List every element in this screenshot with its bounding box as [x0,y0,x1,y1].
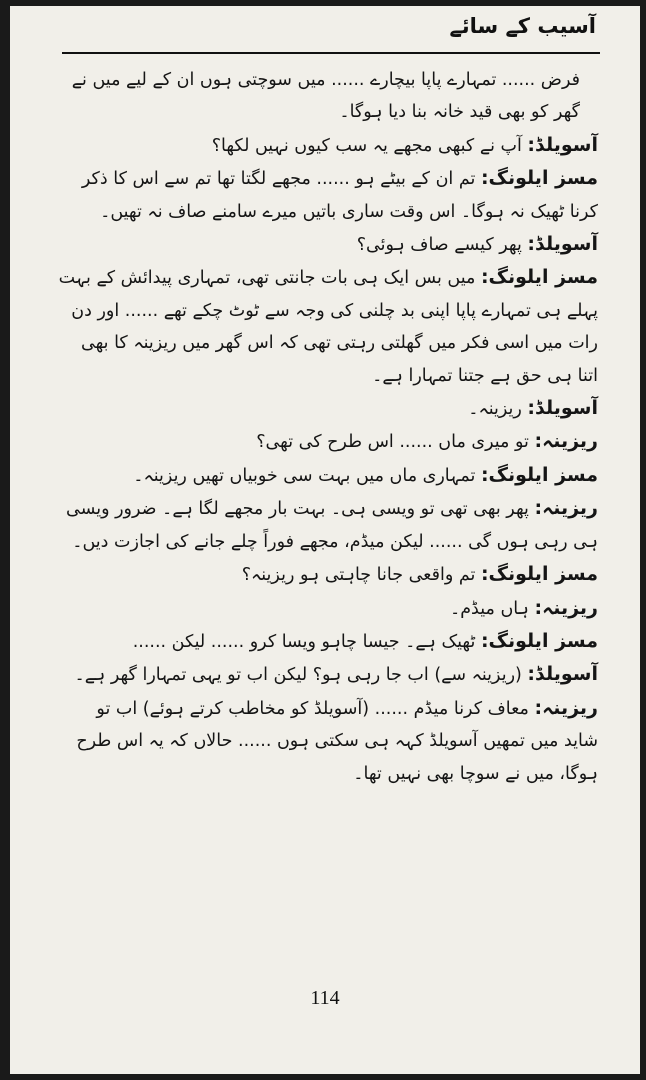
speaker-label: ریزینہ: [534,430,598,453]
dialogue-line [58,658,598,691]
dialogue-line [58,392,598,425]
dialogue-line [58,592,598,625]
dialogue-text: تم واقعی جانا چاہتی ہو ریزینہ؟ [241,565,476,586]
speaker-label: آسویلڈ: [527,133,598,156]
book-page [10,6,640,1074]
speaker-label: مسز ایلونگ: [480,629,598,652]
dialogue-text: معاف کرنا میڈم ...... (آسویلڈ کو مخاطب کرتے ہوئے) اب تو شاید میں تمھیں آسویلڈ کہہ ہی سکتی ہوں ...... حالاں کہ یہ اس طرح ہوگا، میں نے سوچا بھی نہیں تھا۔ [76,698,598,784]
dialogue-line [58,129,598,162]
speaker-label: آسویلڈ: [527,233,598,256]
speaker-label: ریزینہ: [534,596,598,619]
dialogue-line [58,558,598,591]
dialogue-line [58,625,598,658]
paragraph [58,64,598,129]
speaker-label: ریزینہ: [534,497,598,520]
speaker-label: مسز ایلونگ: [480,266,598,289]
dialogue-line [58,459,598,492]
dialogue-text: تو میری ماں ...... اس طرح کی تھی؟ [256,432,529,453]
header-rule [62,52,600,54]
dialogue-text: آپ نے کبھی مجھے یہ سب کیوں نہیں لکھا؟ [211,135,522,156]
speaker-label: مسز ایلونگ: [480,563,598,586]
dialogue-line [58,425,598,458]
dialogue-text: ریزینہ۔ [468,399,522,420]
speaker-label: آسویلڈ: [527,397,598,420]
dialogue-text: پھر بھی تھی تو ویسی ہی۔ بہت بار مجھے لگا ہے۔ ضرور ویسی ہی رہی ہوں گی ...... لیکن میڈم، مجھے فوراً چلے جانے کی اجازت دیں۔ [66,499,598,552]
dialogue-text: تمہاری ماں میں بہت سی خوبیاں تھیں ریزینہ۔ [133,465,476,486]
paragraph-text: فرض ...... تمہارے پاپا بیچارے ...... میں سوچتی ہوں ان کے لیے میں نے گھر کو بھی قید خانہ بنا دیا ہوگا۔ [71,70,580,123]
page-number: 114 [310,987,340,1009]
speaker-label: مسز ایلونگ: [480,167,598,190]
speaker-label: مسز ایلونگ: [480,463,598,486]
dialogue-line [58,162,598,228]
dialogue-text: (ریزینہ سے) اب جا رہی ہو؟ لیکن اب تو یہی تمہارا گھر ہے۔ [74,665,522,686]
dialogue-text: ہاں میڈم۔ [449,598,529,619]
dialogue-text: پھر کیسے صاف ہوئی؟ [356,235,522,256]
dialogue-text: ٹھیک ہے۔ جیسا چاہو ویسا کرو ...... لیکن ...... [132,631,476,652]
speaker-label: آسویلڈ: [527,663,598,686]
dialogue-line [58,228,598,261]
dialogue-line [58,261,598,392]
dialogue-line [58,492,598,558]
dialogue-text: میں بس ایک ہی بات جانتی تھی، تمہاری پیدائش کے بہت پہلے ہی تمہارے پاپا اپنی بد چلنی کی وجہ سے ٹوٹ چکے تھے ...... اور دن رات میں اسی فکر میں گھلتی رہتی تھی کہ اس گھر میں ریزینہ کا بھی اتنا ہی حق ہے جتنا تمہارا ہے۔ [58,268,598,386]
dialogue-text: تم ان کے بیٹے ہو ...... مجھے لگتا تھا تم سے اس کا ذکر کرنا ٹھیک نہ ہوگا۔ اس وقت ساری باتیں میرے سامنے صاف نہ تھیں۔ [81,169,598,222]
page-body [58,64,598,790]
running-head-title: آسیب کے سائے [449,14,596,38]
speaker-label: ریزینہ: [534,696,598,719]
dialogue-line [58,692,598,790]
